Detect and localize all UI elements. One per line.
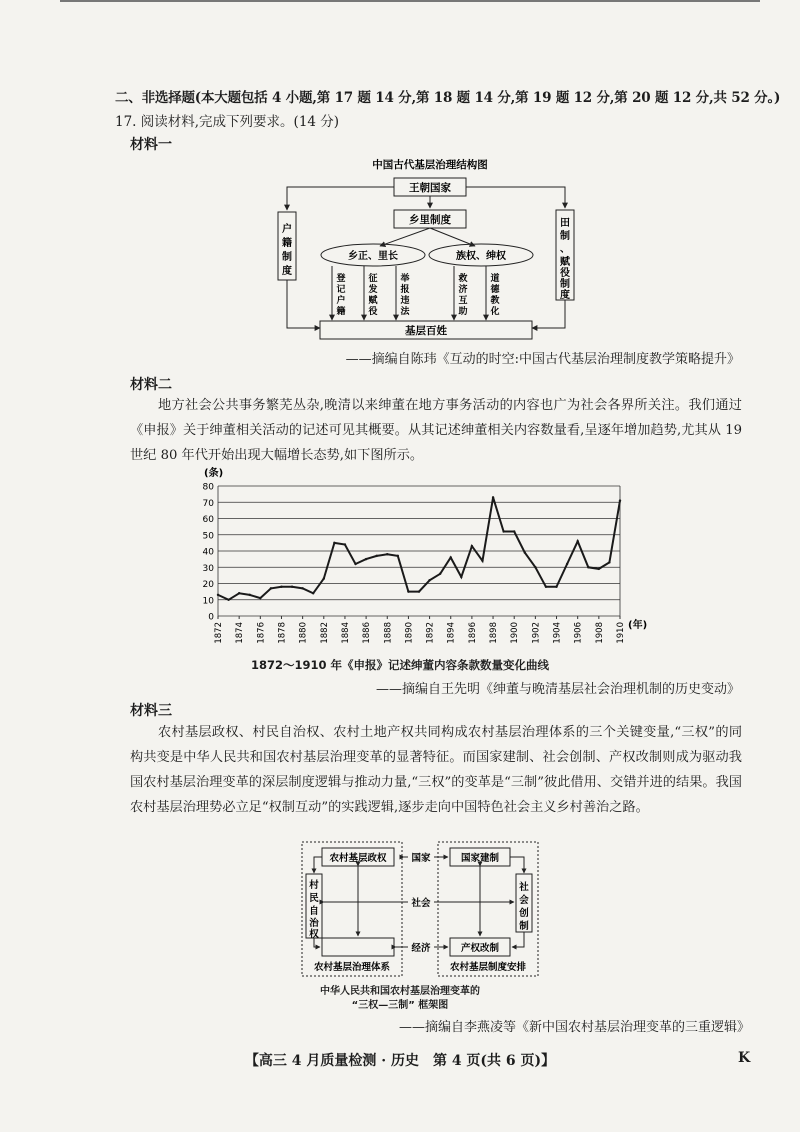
x-tick-label: 1906 [573, 622, 584, 644]
x-tick-label: 1874 [235, 622, 246, 644]
data-point-1910 [619, 499, 621, 501]
framework-caption-line2: “三权—三制” 框架图 [351, 1000, 449, 1011]
arrow5-c4: 化 [490, 307, 500, 317]
x-tick-label: 1890 [404, 622, 415, 644]
x-tick-label: 1896 [467, 622, 478, 644]
material2-label: 材料二 [130, 377, 172, 393]
data-point-1893 [439, 573, 441, 575]
household-register-c2: 籍 [282, 238, 292, 249]
arrow1-c3: 户 [336, 296, 346, 306]
property-label: 产权改制 [460, 943, 500, 954]
right-frame-caption: 农村基层制度安排 [449, 962, 527, 973]
data-point-1888 [386, 553, 388, 555]
data-point-1885 [354, 563, 356, 565]
data-point-1892 [428, 579, 430, 581]
link-state-label: 国家 [411, 853, 431, 864]
data-point-1881 [312, 592, 314, 594]
y-tick-label: 20 [202, 580, 214, 590]
x-tick-label: 1882 [319, 622, 330, 644]
x-tick-label: 1888 [383, 622, 394, 644]
social-c1: 社 [519, 882, 529, 893]
material2-source: ——摘编自王先明《绅董与晚清基层社会治理机制的历史变动》 [375, 682, 740, 697]
data-point-1875 [249, 594, 251, 596]
data-point-1886 [365, 558, 367, 560]
x-tick-label: 1904 [552, 622, 563, 644]
data-point-1909 [608, 561, 610, 563]
land-tax-c2: 制 [560, 231, 570, 242]
arrow1-c1: 登 [336, 274, 346, 284]
arrow3-c1: 举 [400, 274, 410, 284]
shenbao-line-chart [190, 466, 650, 658]
data-point-1889 [397, 555, 399, 557]
data-point-1884 [344, 543, 346, 545]
state-label: 国家建制 [460, 853, 500, 864]
social-c4: 制 [519, 921, 529, 932]
link-economy-label: 经济 [411, 943, 431, 954]
question-stem: 17. 阅读材料,完成下列要求。(14 分) [115, 114, 340, 130]
social-c2: 会 [519, 895, 529, 906]
material3-label: 材料三 [130, 703, 172, 719]
data-point-1906 [576, 540, 578, 542]
village-c2: 民 [309, 893, 319, 904]
material2-text: 地方社会公共事务繁芜丛杂,晚清以来绅董在地方事务活动的内容也广为社会各界所关注。我们通过《申报》关于绅董相关活动的记述可见其概要。从其记述绅董相关内容数量看,呈逐年增加趋势,尤其从 19 世纪 80 年代开始出现大幅增长态势,如下图所示。 [130, 398, 742, 463]
lixiang-label: 乡里制度 [409, 214, 451, 226]
dynasty-label: 王朝国家 [409, 182, 451, 194]
x-tick-label: 1902 [531, 622, 542, 644]
x-tick-label: 1910 [616, 622, 626, 644]
data-point-1872 [217, 594, 219, 596]
data-point-1904 [555, 586, 557, 588]
base-people-label: 基层百姓 [405, 325, 447, 337]
data-point-1877 [270, 587, 272, 589]
data-point-1902 [534, 566, 536, 568]
arrow2-c4: 役 [368, 307, 378, 317]
land-tax-c6: 制 [560, 279, 570, 290]
arrow2-c1: 征 [368, 274, 378, 284]
x-tick-label: 1908 [594, 622, 605, 644]
data-point-1878 [280, 586, 282, 588]
arrow5-c3: 教 [490, 296, 500, 306]
arrow1-c2: 记 [336, 285, 346, 295]
arrow2-c3: 赋 [368, 296, 378, 306]
x-tick-label: 1876 [256, 622, 267, 644]
arrow4-c4: 助 [458, 307, 468, 317]
y-axis-unit: (条) [204, 468, 224, 479]
data-point-1898 [492, 496, 494, 498]
material3-text: 农村基层政权、村民自治权、农村土地产权共同构成农村基层治理体系的三个关键变量,“三权”的同构共变是中华人民共和国农村基层治理变革的显著特征。而国家建制、社会创制、产权改制则成为驱动我国农村基层治理变革的深层制度逻辑与推动力量,“三权”的变革是“三制”彼此借用、交错并进的结果。我国农村基层治理势必立足“权制互动”的实践逻辑,逐步走向中国特色社会主义乡村善治之路。 [130, 725, 742, 815]
y-tick-label: 0 [208, 612, 214, 623]
material1-label: 材料一 [130, 137, 172, 153]
village-c4: 治 [309, 918, 319, 929]
x-tick-label: 1894 [446, 622, 457, 644]
village-c3: 自 [309, 906, 319, 917]
arrow2-c2: 发 [368, 285, 378, 295]
social-c3: 创 [519, 908, 529, 919]
x-tick-label: 1900 [510, 622, 521, 644]
data-point-1882 [323, 577, 325, 579]
village-c1: 村 [309, 880, 319, 891]
chart-caption: 1872～1910 年《申报》记述绅董内容条款数量变化曲线 [250, 658, 549, 672]
arrow4-c2: 济 [458, 285, 468, 295]
household-register-c1: 户 [282, 224, 292, 235]
data-point-1897 [481, 560, 483, 562]
land-tax-c5: 役 [560, 268, 570, 279]
data-point-1883 [333, 542, 335, 544]
y-tick-label: 80 [202, 482, 214, 493]
y-tick-label: 70 [202, 498, 214, 509]
clan-gentry-label: 族权、绅权 [456, 251, 506, 262]
arrow3-c2: 报 [400, 285, 410, 295]
y-tick-label: 60 [202, 515, 214, 525]
x-tick-label: 1884 [340, 622, 351, 644]
arrow4-c3: 互 [458, 296, 468, 306]
section-heading: 二、非选择题(本大题包括 4 小题,第 17 题 14 分,第 18 题 14 分,第 19 题 12 分,第 20 题 12 分,共 52 分。) [115, 90, 781, 106]
data-point-1874 [238, 592, 240, 594]
data-point-1891 [418, 590, 420, 592]
data-point-1876 [259, 597, 261, 599]
village-c5: 权 [309, 929, 319, 940]
left-frame-caption: 农村基层治理体系 [313, 962, 391, 973]
land-tax-c1: 田 [560, 218, 570, 229]
x-tick-label: 1886 [362, 622, 373, 644]
arrow3-c4: 法 [400, 307, 410, 317]
material1-source: ——摘编自陈玮《互动的时空:中国古代基层治理制度教学策略提升》 [345, 352, 740, 367]
y-tick-label: 40 [202, 547, 214, 558]
x-tick-label: 1898 [489, 622, 500, 644]
land-tax-c3: 、 [560, 244, 570, 255]
material3-source: ——摘编自李燕凌等《新中国农村基层治理变革的三重逻辑》 [398, 1020, 750, 1035]
local-officials-label: 乡正、里长 [348, 251, 398, 262]
x-tick-label: 1880 [298, 622, 309, 644]
data-point-1908 [598, 568, 600, 570]
series-line [218, 497, 620, 599]
y-tick-label: 50 [202, 531, 214, 542]
data-point-1890 [407, 590, 409, 592]
y-tick-label: 30 [202, 563, 214, 574]
data-point-1879 [291, 586, 293, 588]
x-tick-label: 1872 [214, 622, 224, 644]
framework-caption-line1: 中华人民共和国农村基层治理变革的 [320, 986, 480, 997]
arrow5-c2: 德 [490, 285, 500, 295]
data-point-1901 [524, 551, 526, 553]
ancient-governance-diagram [270, 150, 590, 350]
arrow3-c3: 违 [400, 296, 410, 306]
page-footer: 【高三 4 月质量检测 · 历史 第 4 页(共 6 页)】 [244, 1053, 556, 1069]
data-point-1887 [375, 555, 377, 557]
arrow1-c4: 籍 [336, 307, 346, 317]
land-box [322, 938, 394, 956]
arrow5-c1: 道 [490, 274, 500, 284]
data-point-1900 [513, 530, 515, 532]
data-point-1903 [545, 586, 547, 588]
power-label: 农村基层政权 [329, 853, 387, 864]
data-point-1907 [587, 566, 589, 568]
y-tick-label: 10 [202, 596, 214, 607]
household-register-c4: 度 [282, 266, 292, 277]
paper-code: K [738, 1050, 751, 1066]
x-tick-label: 1878 [277, 622, 288, 644]
page-top-edge [60, 0, 760, 6]
arrow4-c1: 救 [458, 274, 468, 284]
diagram-title: 中国古代基层治理结构图 [372, 159, 488, 171]
x-tick-label: 1892 [425, 622, 436, 644]
data-point-1894 [450, 556, 452, 558]
data-point-1880 [301, 587, 303, 589]
land-tax-c4: 赋 [560, 257, 570, 268]
data-point-1896 [471, 545, 473, 547]
three-powers-framework-diagram [300, 840, 540, 980]
data-point-1899 [502, 530, 504, 532]
link-society-label: 社会 [411, 898, 431, 909]
data-point-1895 [460, 576, 462, 578]
land-tax-c7: 度 [560, 290, 570, 301]
household-register-c3: 制 [282, 252, 292, 263]
data-point-1873 [227, 599, 229, 601]
x-axis-unit: (年) [628, 620, 648, 631]
data-point-1905 [566, 563, 568, 565]
